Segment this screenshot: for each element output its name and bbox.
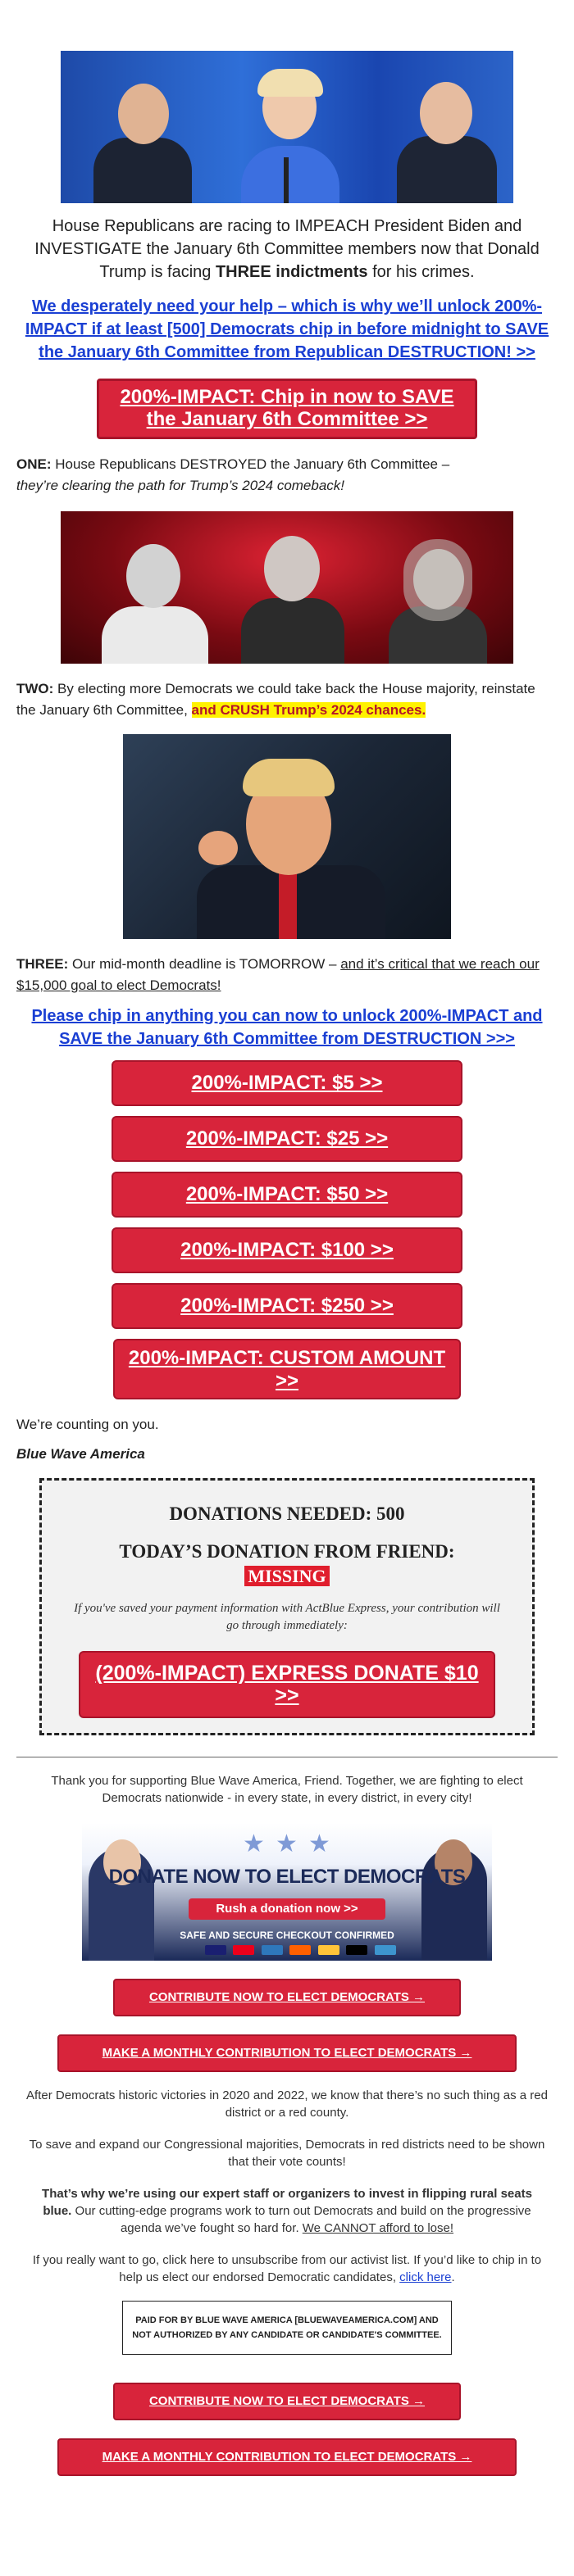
donate-250-button[interactable]: 200%-IMPACT: $250 >>	[112, 1283, 462, 1329]
footer-p2: To save and expand our Congressional majorities, Democrats in red districts need to be shown that their vote counts!	[29, 2138, 545, 2169]
chip-in-link[interactable]: Please chip in anything you can now to unlock 200%-IMPACT and SAVE the January 6th Committee from DESTRUCTION >>>	[31, 1007, 543, 1048]
star-icon: ★	[308, 1830, 330, 1857]
crush-trump-highlight: and CRUSH Trump’s 2024 chances.	[191, 702, 426, 718]
email-body	[16, 0, 558, 2476]
donate-custom-button[interactable]: 200%-IMPACT: CUSTOM AMOUNT >>	[113, 1339, 461, 1399]
donate-5-button[interactable]: 200%-IMPACT: $5 >>	[112, 1060, 462, 1106]
amount-buttons	[16, 1060, 558, 1399]
star-icon: ★	[243, 1830, 265, 1857]
indictments-emphasis: THREE indictments	[215, 263, 368, 281]
missing-badge: MISSING	[244, 1566, 329, 1586]
paypal-icon	[318, 1945, 339, 1955]
monthly-contribution-button[interactable]: MAKE A MONTHLY CONTRIBUTION TO ELECT DEMOCRATS →	[57, 2034, 517, 2072]
donate-100-button[interactable]: 200%-IMPACT: $100 >>	[112, 1227, 462, 1273]
banner-secure-text: SAFE AND SECURE CHECKOUT CONFIRMED	[180, 1930, 394, 1941]
monthly-contribution-button-bottom[interactable]: MAKE A MONTHLY CONTRIBUTION TO ELECT DEMOCRATS →	[57, 2438, 517, 2476]
republicans-photo	[61, 511, 513, 664]
todays-donation-label: TODAY’S DONATION FROM FRIEND:	[119, 1541, 455, 1562]
express-note: If you've saved your payment information with ActBlue Express, your contribution will go through immediately:	[74, 1602, 500, 1632]
express-donate-button[interactable]: (200%-IMPACT) EXPRESS DONATE $10 >>	[79, 1651, 495, 1718]
footer-p4: If you really want to go, click here to unsubscribe from our activist list. If you’d like to chip in to help us elect our endorsed Democratic candidates, click here.	[32, 2253, 542, 2284]
paid-for-disclaimer: PAID FOR BY BLUE WAVE AMERICA [BLUEWAVEAMERICA.COM] AND NOT AUTHORIZED BY ANY CANDIDATE OR CANDIDATE'S COMMITTEE.	[122, 2301, 452, 2355]
mastercard-icon	[233, 1945, 254, 1955]
trump-photo	[123, 734, 451, 939]
banner-title: DONATE NOW TO ELECT DEMOCRATS	[108, 1866, 466, 1888]
header-photo-committee-members	[61, 51, 513, 203]
payment-icons	[203, 1944, 398, 1959]
counting-on-you: We’re counting on you.	[16, 1417, 159, 1432]
donate-banner[interactable]	[82, 1823, 492, 1961]
chip-in-save-committee-button[interactable]: 200%-IMPACT: Chip in now to SAVE the January 6th Committee >>	[97, 379, 477, 439]
point-one: ONE: House Republicans DESTROYED the January 6th Committee – they’re clearing the path for Trump’s 2024 comeback!	[16, 456, 450, 493]
signature: Blue Wave America	[16, 1446, 145, 1462]
donate-50-button[interactable]: 200%-IMPACT: $50 >>	[112, 1172, 462, 1218]
donation-status-box	[39, 1478, 535, 1735]
thanks-text: Thank you for supporting Blue Wave America, Friend. Together, we are fighting to elect Democrats nationwide - in every state, in every district, in every city!	[51, 1774, 523, 1805]
intro-text: House Republicans are racing to IMPEACH President Biden and INVESTIGATE the January 6th Committee members now that Donald Trump is facing THREE indictments for his crimes.	[34, 217, 540, 281]
banner-rush-button: Rush a donation now >>	[189, 1898, 385, 1920]
venmo-icon	[375, 1945, 396, 1955]
discover-icon	[289, 1945, 311, 1955]
appeal-link[interactable]: We desperately need your help – which is why we’ll unlock 200%-IMPACT if at least [500] Democrats chip in before midnight to SAVE the January 6th Committee from Republican DESTRUCTION! >>	[25, 297, 549, 361]
visa-icon	[205, 1945, 226, 1955]
amex-icon	[262, 1945, 283, 1955]
donate-25-button[interactable]: 200%-IMPACT: $25 >>	[112, 1116, 462, 1162]
contribute-now-button-bottom[interactable]: CONTRIBUTE NOW TO ELECT DEMOCRATS →	[113, 2383, 461, 2420]
click-here-link[interactable]: click here	[399, 2270, 452, 2284]
point-three: THREE: Our mid-month deadline is TOMORROW – and it’s critical that we reach our $15,000 goal to elect Democrats!	[16, 956, 540, 993]
contribute-now-button[interactable]: CONTRIBUTE NOW TO ELECT DEMOCRATS →	[113, 1979, 461, 2016]
star-icon: ★	[276, 1830, 298, 1857]
apple-pay-icon	[346, 1945, 367, 1955]
point-two: TWO: By electing more Democrats we could take back the House majority, reinstate the January 6th Committee, and CRUSH Trump’s 2024 chances.	[16, 681, 535, 718]
footer-p1: After Democrats historic victories in 2020 and 2022, we know that there’s no such thing as a red district or a red county.	[26, 2088, 548, 2120]
donations-needed: DONATIONS NEEDED: 500	[169, 1503, 405, 1524]
footer-p3: That’s why we’re using our expert staff or organizers to invest in flipping rural seats blue. Our cutting-edge programs work to turn out Democrats and build on the progressive agenda we’ve fought so hard for. We CANNOT afford to lose!	[42, 2187, 532, 2235]
